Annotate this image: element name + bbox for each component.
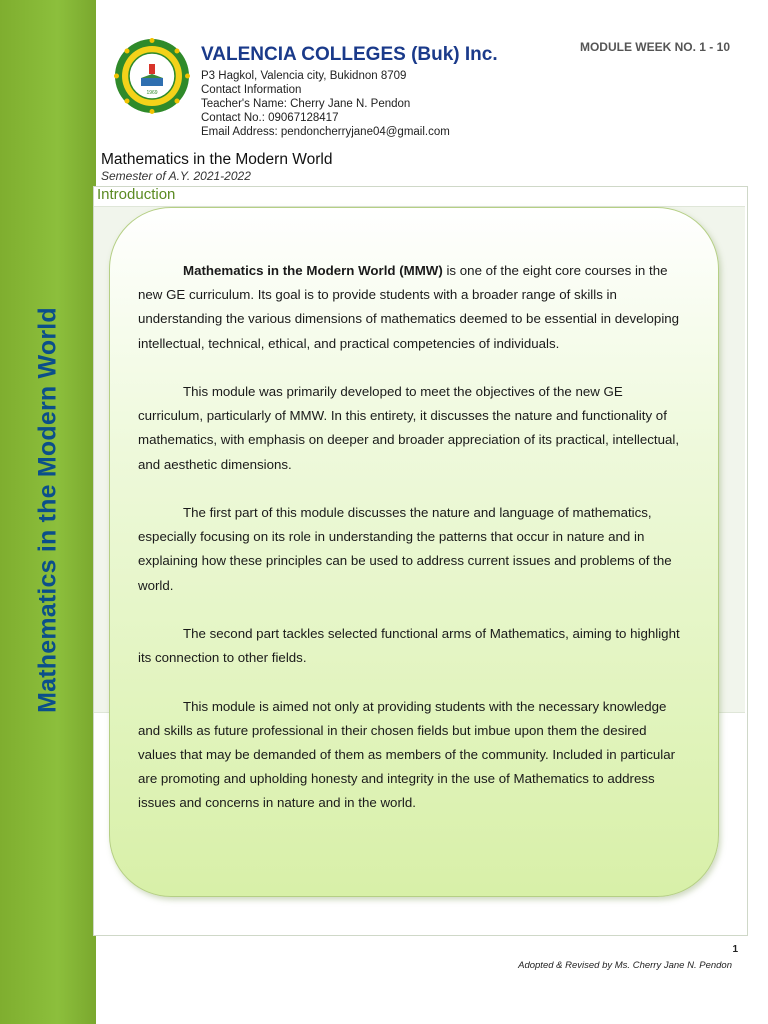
address-line: P3 Hagkol, Valencia city, Bukidnon 8709	[201, 70, 407, 82]
footer-credit: Adopted & Revised by Ms. Cherry Jane N. Pendon	[518, 960, 732, 971]
contact-info-heading: Contact Information	[201, 84, 302, 96]
intro-paragraph-1-text: is one of the eight core courses in the new GE curriculum. Its goal is to provide students with a broader range of skills in understanding the various dimensions of mathematics deemed to be essential in developing intellectual, technical, ethical, and practical competencies of individuals.	[138, 263, 680, 351]
intro-paragraph-1	[138, 259, 686, 356]
intro-paragraph-5: This module is aimed not only at providing students with the necessary knowledge and skills as future professional in their chosen fields but imbue upon them the desired values that may be demanded of them as members of the community. Included in particular are promoting and upholding honesty and integrity in the use of Mathematics to address issues and concerns in nature and in the world.	[138, 698, 676, 811]
course-title: Mathematics in the Modern World	[101, 151, 333, 168]
module-week-label: MODULE WEEK NO. 1 - 10	[579, 40, 730, 54]
email-line: Email Address: pendoncherryjane04@gmail.com	[201, 126, 450, 138]
introduction-heading: Introduction	[97, 186, 176, 203]
page-number: 1	[732, 944, 738, 955]
sidebar-title: Mathematics in the Modern World	[33, 307, 62, 713]
intro-paragraph-2: This module was primarily developed to meet the objectives of the new GE curriculum, particularly of MMW. In this entirety, it discusses the nature and functionality of mathematics, with emphasis on deeper and broader appreciation of its practical, intellectual, and aesthetic dimensions.	[138, 384, 680, 472]
college-name: VALENCIA COLLEGES (Buk) Inc.	[201, 44, 498, 65]
svg-text:1969: 1969	[146, 90, 158, 96]
intro-paragraph-4: The second part tackles selected functional arms of Mathematics, aiming to highlight its connection to other fields.	[138, 626, 680, 666]
mmw-bold-term: Mathematics in the Modern World (MMW)	[183, 263, 443, 278]
sidebar	[0, 0, 96, 1024]
contact-block	[201, 69, 450, 139]
semester-label: Semester of A.Y. 2021-2022	[101, 169, 251, 183]
introduction-text	[138, 259, 686, 840]
contact-number-line: Contact No.: 09067128417	[201, 112, 339, 124]
intro-paragraph-3: The first part of this module discusses the nature and language of mathematics, especially focusing on its role in understanding the patterns that occur in nature and in explaining how these principles can be used to address current issues and problems of the world.	[138, 505, 672, 593]
teacher-name-line: Teacher's Name: Cherry Jane N. Pendon	[201, 98, 411, 110]
college-logo	[114, 38, 190, 114]
